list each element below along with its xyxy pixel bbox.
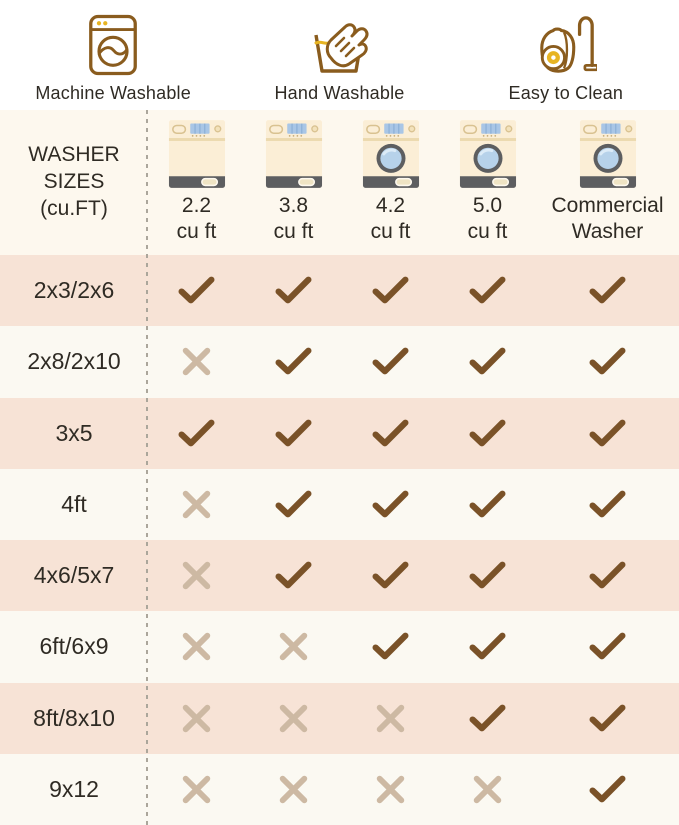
legend-icon-wrap	[535, 0, 597, 76]
fits-cell	[245, 419, 342, 448]
cross-icon	[181, 560, 212, 591]
table-row	[0, 683, 679, 754]
rug-size-label: 6ft/6x9	[39, 633, 109, 660]
front-load-washer-icon	[362, 118, 420, 190]
column-header	[245, 110, 342, 255]
check-icon	[469, 276, 506, 305]
hand-wash-icon	[307, 12, 371, 76]
column-label	[468, 193, 508, 246]
fits-cell	[439, 347, 536, 376]
does-not-fit-cell	[148, 560, 245, 591]
table-row	[0, 540, 679, 611]
column-header	[439, 110, 536, 255]
column-label-line2: cu ft	[273, 220, 314, 244]
check-icon	[589, 347, 626, 376]
cross-icon	[181, 346, 212, 377]
fits-cell	[439, 490, 536, 519]
fits-cell	[536, 704, 679, 733]
front-load-washer-icon	[459, 118, 517, 190]
check-icon	[469, 347, 506, 376]
does-not-fit-cell	[148, 489, 245, 520]
does-not-fit-cell	[148, 703, 245, 734]
cross-icon	[278, 631, 309, 662]
fits-cell	[245, 561, 342, 590]
fits-cell	[342, 632, 439, 661]
column-label-line2: cu ft	[467, 220, 508, 244]
table-header	[0, 110, 679, 255]
check-icon	[589, 490, 626, 519]
washing-machine-icon	[84, 14, 142, 76]
table-row	[0, 611, 679, 682]
corner-line: SIZES	[43, 170, 105, 194]
table-row	[0, 754, 679, 825]
check-icon	[372, 419, 409, 448]
fits-cell	[439, 704, 536, 733]
corner-header-washer-sizes	[0, 110, 148, 255]
table-row	[0, 469, 679, 540]
does-not-fit-cell	[342, 774, 439, 805]
check-icon	[275, 419, 312, 448]
legend-icon-wrap	[307, 0, 371, 76]
fits-cell	[536, 419, 679, 448]
corner-line: WASHER	[28, 143, 120, 167]
table-body	[0, 255, 679, 825]
check-icon	[469, 419, 506, 448]
check-icon	[589, 276, 626, 305]
check-icon	[178, 276, 215, 305]
fits-cell	[148, 419, 245, 448]
legend-label: Hand Washable	[274, 83, 405, 103]
cross-icon	[181, 631, 212, 662]
washer-illustration	[265, 118, 323, 190]
check-icon	[469, 632, 506, 661]
does-not-fit-cell	[245, 631, 342, 662]
legend-item-easy-to-clean	[453, 0, 679, 110]
column-label	[177, 193, 217, 246]
check-icon	[275, 347, 312, 376]
check-icon	[178, 419, 215, 448]
column-label-line2: cu ft	[176, 220, 217, 244]
fits-cell	[439, 632, 536, 661]
top-load-washer-icon	[265, 118, 323, 190]
fits-cell	[536, 561, 679, 590]
check-icon	[275, 561, 312, 590]
does-not-fit-cell	[342, 703, 439, 734]
fits-cell	[342, 490, 439, 519]
fits-cell	[245, 347, 342, 376]
check-icon	[589, 775, 626, 804]
front-load-washer-icon	[579, 118, 637, 190]
fits-cell	[536, 347, 679, 376]
column-label-line1: 4.2	[375, 194, 406, 217]
legend-icon-wrap	[84, 0, 142, 76]
column-label	[274, 193, 314, 246]
legend-label: Machine Washable	[35, 83, 191, 103]
cross-icon	[375, 774, 406, 805]
fits-cell	[342, 561, 439, 590]
rug-size-label: 3x5	[55, 419, 93, 446]
cross-icon	[181, 774, 212, 805]
check-icon	[469, 561, 506, 590]
column-label-line2: cu ft	[370, 220, 411, 244]
check-icon	[372, 347, 409, 376]
check-icon	[589, 704, 626, 733]
rug-size-label: 2x8/2x10	[27, 348, 121, 375]
column-label	[371, 193, 411, 246]
cross-icon	[472, 774, 503, 805]
fits-cell	[439, 276, 536, 305]
check-icon	[469, 490, 506, 519]
fits-cell	[245, 490, 342, 519]
check-icon	[372, 561, 409, 590]
rug-size-label: 9x12	[49, 775, 99, 802]
does-not-fit-cell	[439, 774, 536, 805]
washer-illustration	[579, 118, 637, 190]
cross-icon	[278, 774, 309, 805]
table-row	[0, 398, 679, 469]
check-icon	[275, 490, 312, 519]
column-label-line1: 3.8	[278, 194, 309, 217]
table-row	[0, 255, 679, 326]
fits-cell	[536, 632, 679, 661]
column-label	[551, 193, 663, 246]
cross-icon	[181, 703, 212, 734]
does-not-fit-cell	[148, 346, 245, 377]
column-header	[536, 110, 679, 255]
washer-illustration	[459, 118, 517, 190]
check-icon	[589, 419, 626, 448]
cross-icon	[181, 489, 212, 520]
column-label-line2: Washer	[571, 220, 644, 244]
does-not-fit-cell	[245, 774, 342, 805]
fits-cell	[342, 419, 439, 448]
check-icon	[372, 490, 409, 519]
dashed-column-separator	[146, 110, 148, 825]
check-icon	[589, 632, 626, 661]
check-icon	[372, 276, 409, 305]
top-load-washer-icon	[168, 118, 226, 190]
cross-icon	[278, 703, 309, 734]
fits-cell	[536, 490, 679, 519]
legend-label: Easy to Clean	[508, 83, 624, 103]
cross-icon	[375, 703, 406, 734]
column-header	[148, 110, 245, 255]
legend-item-machine-washable	[0, 0, 226, 110]
rug-size-label: 2x3/2x6	[33, 277, 115, 304]
fits-cell	[148, 276, 245, 305]
rug-size-label: 8ft/8x10	[33, 704, 115, 731]
washer-illustration	[168, 118, 226, 190]
column-label-line1: Commercial	[551, 194, 664, 217]
rug-size-label: 4ft	[61, 490, 87, 517]
fits-cell	[439, 561, 536, 590]
fits-cell	[536, 276, 679, 305]
does-not-fit-cell	[148, 774, 245, 805]
fits-cell	[245, 276, 342, 305]
does-not-fit-cell	[245, 703, 342, 734]
rug-size-label: 4x6/5x7	[33, 562, 115, 589]
fits-cell	[342, 347, 439, 376]
care-legend	[0, 0, 679, 110]
fits-cell	[342, 276, 439, 305]
check-icon	[589, 561, 626, 590]
column-header	[342, 110, 439, 255]
vacuum-icon	[535, 14, 597, 76]
corner-line: (cu.FT)	[40, 196, 108, 220]
fits-cell	[439, 419, 536, 448]
legend-item-hand-washable	[226, 0, 452, 110]
table-row	[0, 326, 679, 397]
check-icon	[372, 632, 409, 661]
column-label-line1: 5.0	[472, 194, 503, 217]
fits-cell	[536, 775, 679, 804]
check-icon	[469, 704, 506, 733]
check-icon	[275, 276, 312, 305]
washer-illustration	[362, 118, 420, 190]
column-label-line1: 2.2	[181, 194, 212, 217]
does-not-fit-cell	[148, 631, 245, 662]
